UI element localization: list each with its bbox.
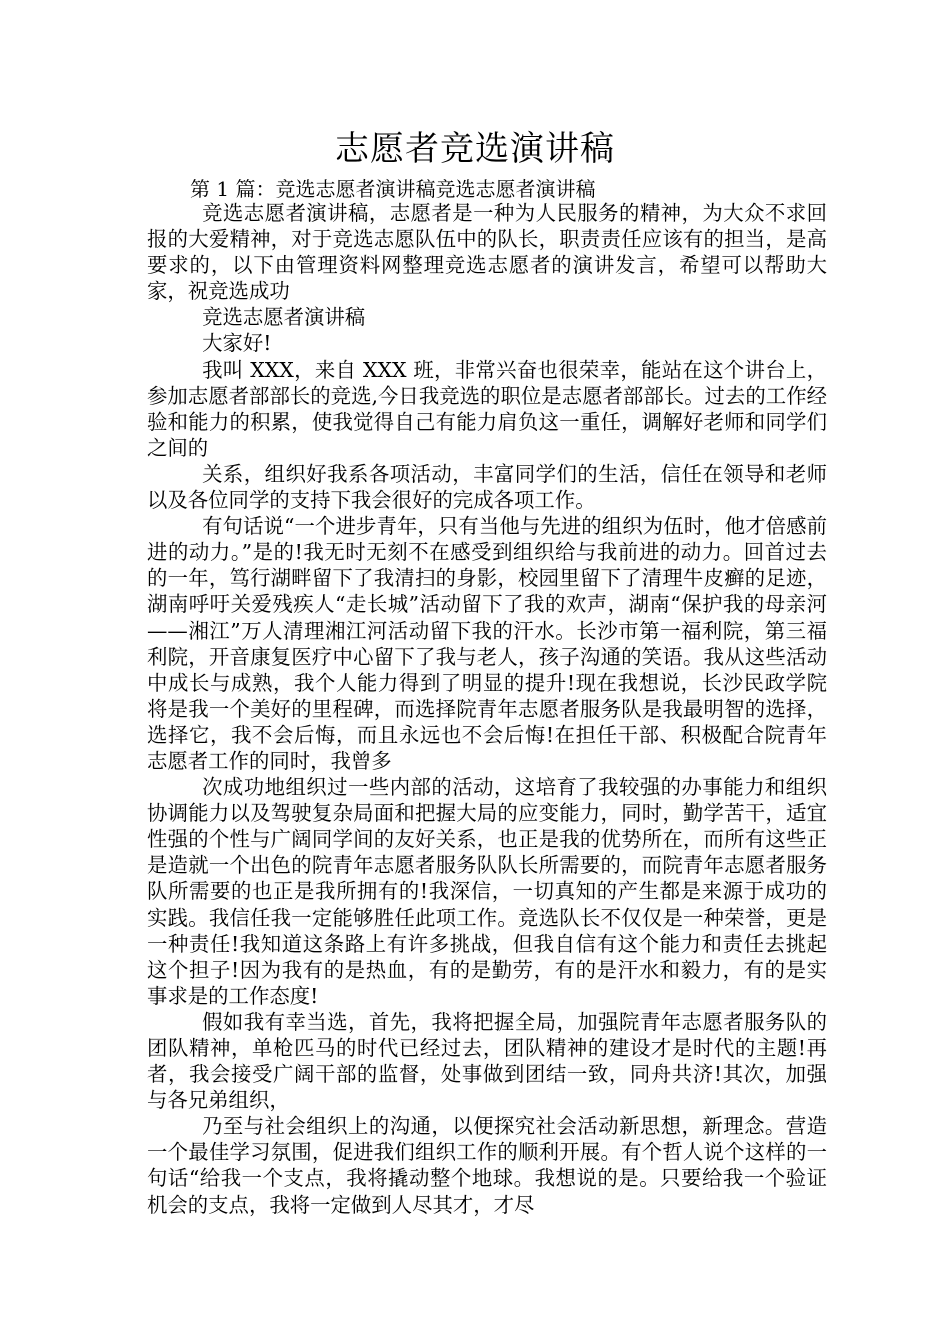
paragraph-speech-heading: 竞选志愿者演讲稿 <box>202 305 366 330</box>
paragraph-greeting: 大家好! <box>202 331 272 356</box>
paragraph-relations: 关系，组织好我系各项活动，丰富同学们的生活，信任在领导和老师以及各位同学的支持下我会很好的完成各项工作。 <box>147 461 827 513</box>
paragraph-self-introduction: 我叫 XXX，来自 XXX 班，非常兴奋也很荣幸，能站在这个讲台上，参加志愿者部部长的竞选,今日我竞选的职位是志愿者部部长。过去的工作经验和能力的积累，使我觉得自己有能力肩负这一重任，调解好老师和同学们之间的 <box>147 357 827 460</box>
paragraph-communication: 乃至与社会组织上的沟通，以便探究社会活动新思想，新理念。营造一个最佳学习氛围，促进我们组织工作的顺利开展。有个哲人说个这样的一句话“给我一个支点，我将撬动整个地球。我想说的是。只要给我一个验证机会的支点，我将一定做到人尽其才，才尽 <box>147 1114 827 1217</box>
document-subtitle: 第 1 篇：竞选志愿者演讲稿竞选志愿者演讲稿 <box>190 177 596 201</box>
paragraph-abilities: 次成功地组织过一些内部的活动，这培育了我较强的办事能力和组织协调能力以及驾驶复杂局面和把握大局的应变能力，同时，勤学苦干，适宜性强的个性与广阔同学间的友好关系，也正是我的优势所在，而所有这些正是造就一个出色的院青年志愿者服务队队长所需要的，而院青年志愿者服务队所需要的也正是我所拥有的!我深信，一切真知的产生都是来源于成功的实践。我信任我一定能够胜任此项工作。竞选队长不仅仅是一种荣誉，更是一种责任!我知道这条路上有许多挑战，但我自信有这个能力和责任去挑起这个担子!因为我有的是热血，有的是勤劳，有的是汗水和毅力，有的是实事求是的工作态度! <box>147 775 827 1008</box>
document-title: 志愿者竞选演讲稿 <box>335 129 615 169</box>
paragraph-experience: 有句话说“一个进步青年，只有当他与先进的组织为伍时，他才倍感前进的动力。”是的!我无时无刻不在感受到组织给与我前进的动力。回首过去的一年，笃行湖畔留下了我清扫的身影，校园里留下了清理牛皮癣的足迹，湖南呼吁关爱残疾人“走长城”活动留下了我的欢声，湖南“保护我的母亲河——湘江”万人清理湘江河活动留下我的汗水。长沙市第一福利院，第三福利院，开音康复医疗中心留下了我与老人，孩子沟通的笑语。我从这些活动中成长与成熟，我个人能力得到了明显的提升!现在我想说，长沙民政学院将是我一个美好的里程碑，而选择院青年志愿者服务队是我最明智的选择，选择它，我不会后悔，而且永远也不会后悔!在担任干部、积极配合院青年志愿者工作的同时，我曾多 <box>147 514 827 773</box>
paragraph-intro: 竞选志愿者演讲稿，志愿者是一种为人民服务的精神，为大众不求回报的大爱精神，对于竞选志愿队伍中的队长，职责责任应该有的担当，是高要求的，以下由管理资料网整理竞选志愿者的演讲发言，希望可以帮助大家，祝竞选成功 <box>147 201 827 304</box>
document-body <box>147 200 827 1218</box>
paragraph-plans: 假如我有幸当选，首先，我将把握全局，加强院青年志愿者服务队的团队精神，单枪匹马的时代已经过去，团队精神的建设才是时代的主题!再者，我会接受广阔干部的监督，处事做到团结一致，同舟共济!其次，加强与各兄弟组织， <box>147 1009 827 1113</box>
